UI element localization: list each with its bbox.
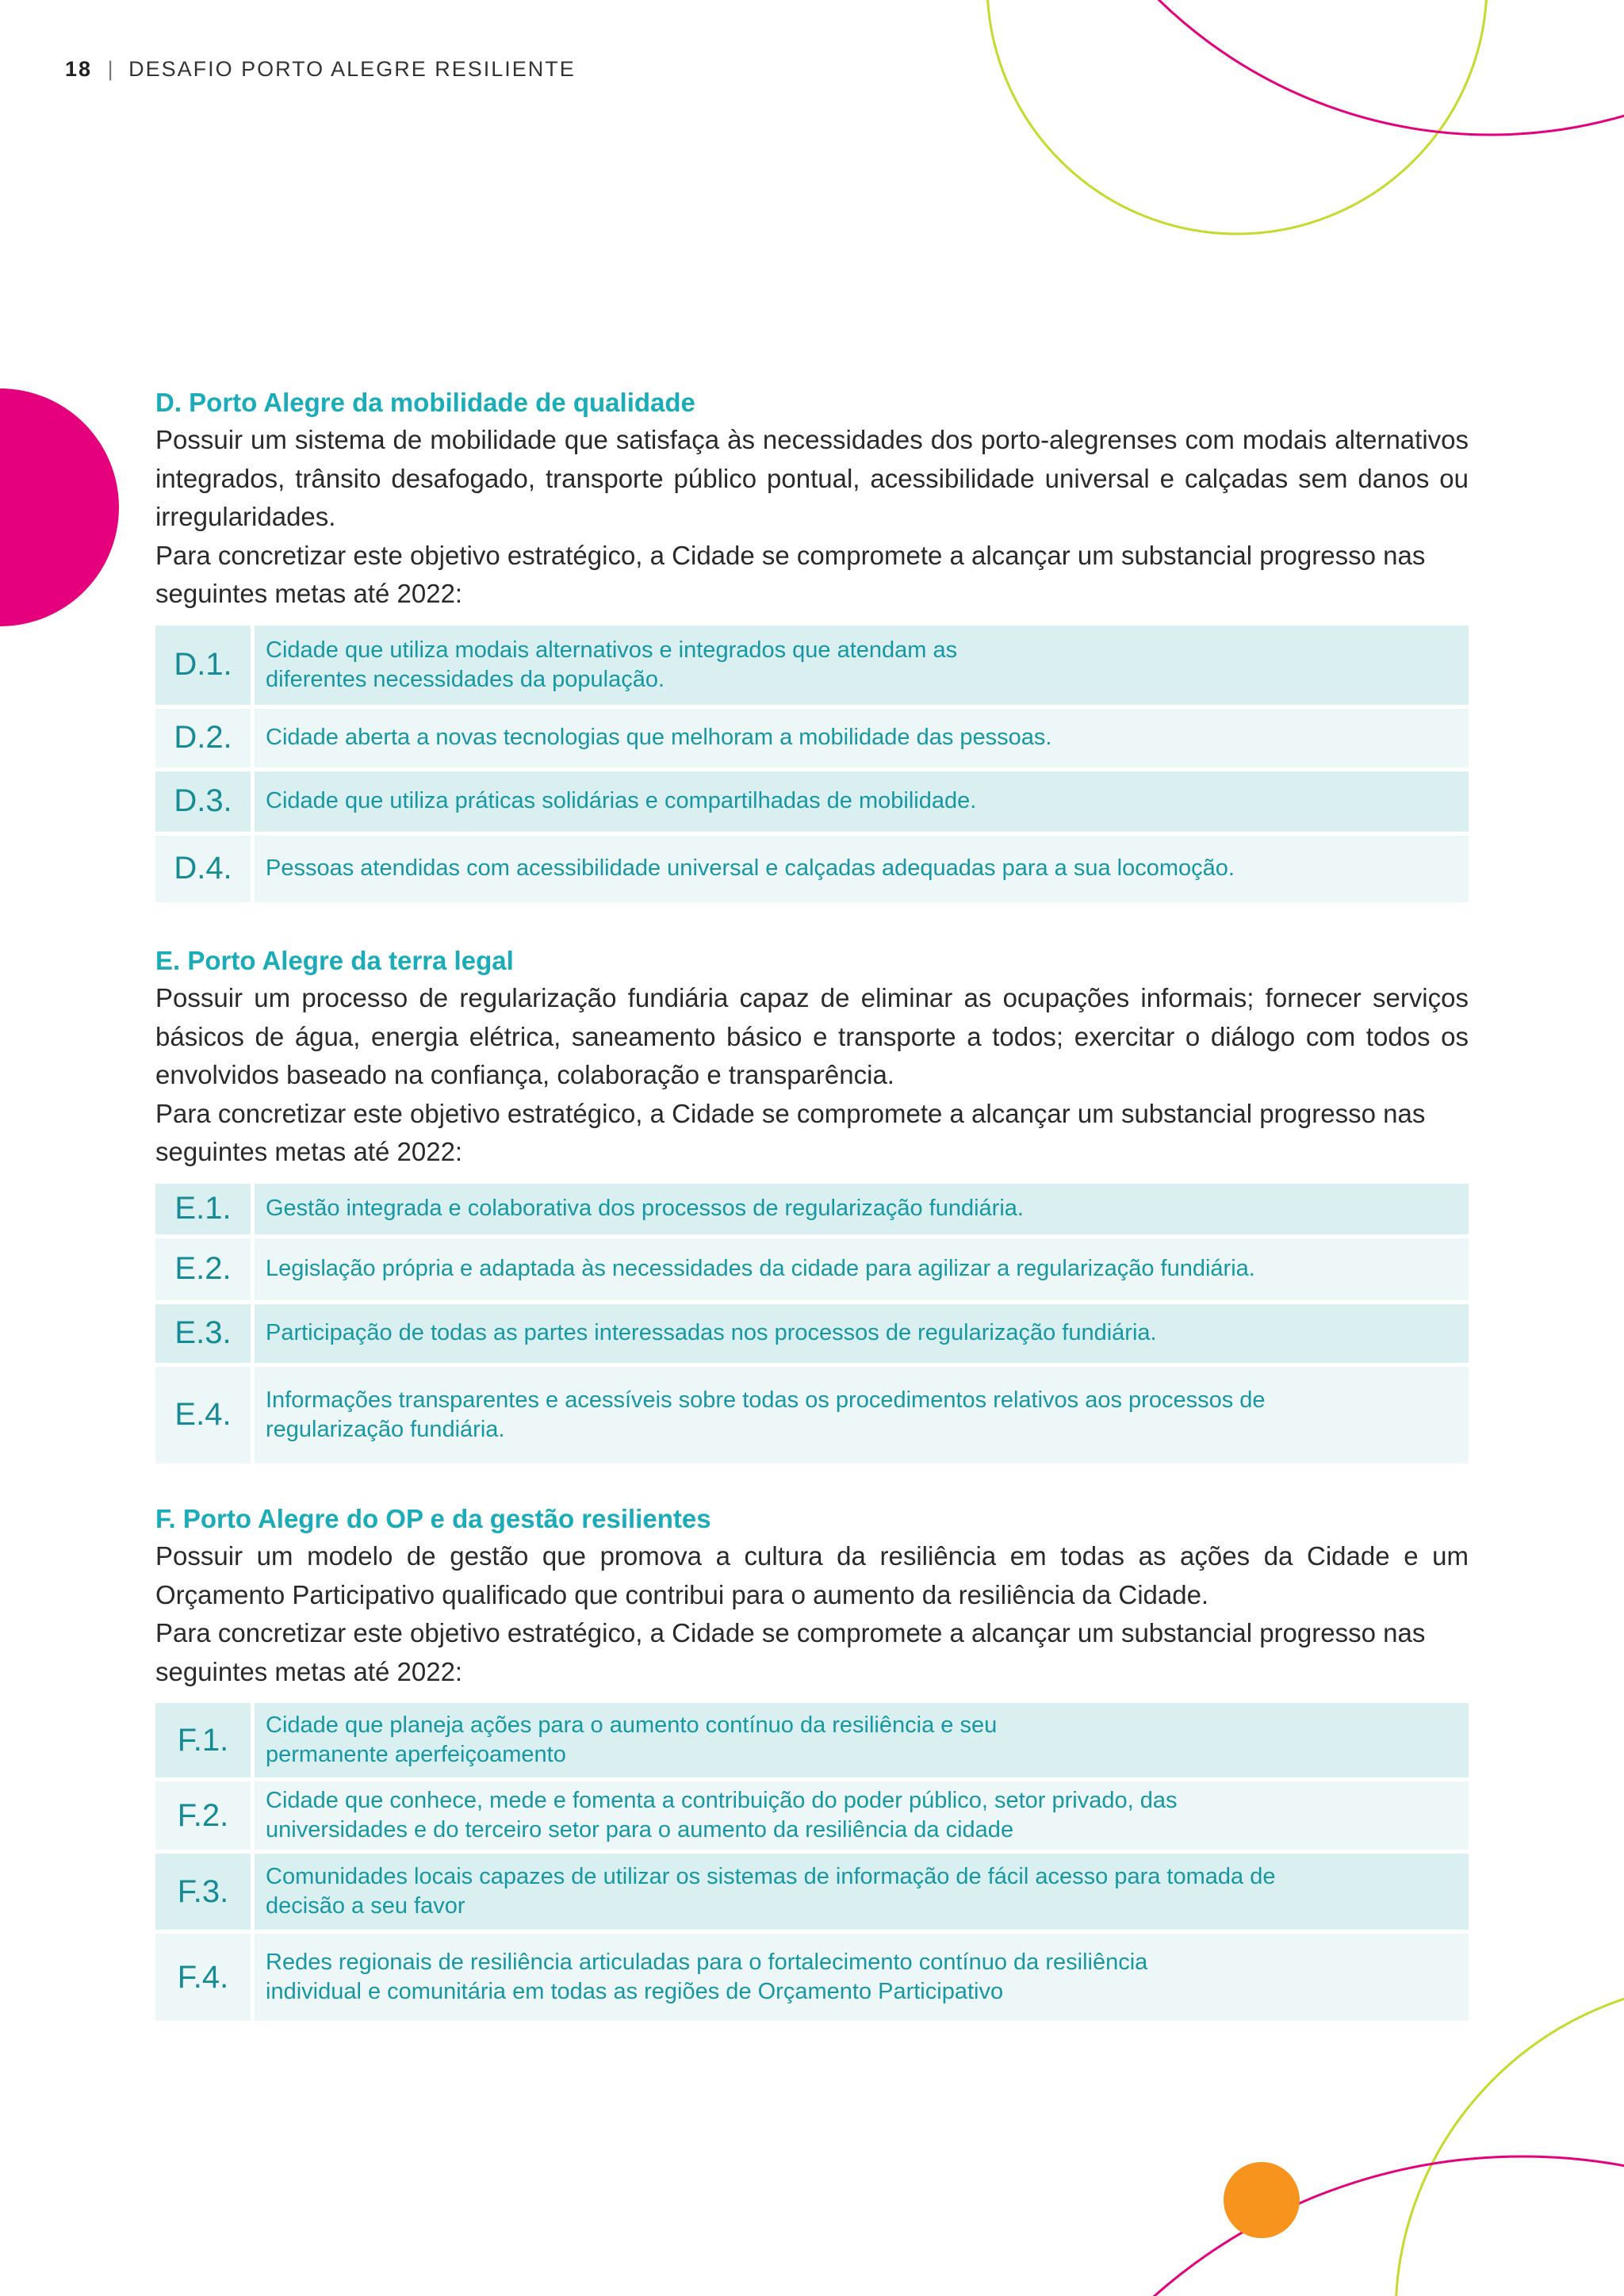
lime-ring-bottom xyxy=(1396,1982,1624,2296)
goal-code: E.4. xyxy=(155,1367,255,1464)
goal-code: D.4. xyxy=(155,836,255,902)
goal-row xyxy=(155,709,1469,767)
goal-text: Comunidades locais capazes de utilizar os sistemas de informação de fácil acesso para tomada de decisão a seu favor xyxy=(255,1854,1469,1930)
orange-dot xyxy=(1224,2162,1300,2238)
goals-table xyxy=(155,622,1469,906)
page-number: 18 xyxy=(65,57,93,81)
section-intro: Para concretizar este objetivo estratégico, a Cidade se compromete a alcançar um substancial progresso nas seguintes metas até 2022: xyxy=(155,1098,1426,1166)
goal-code: D.3. xyxy=(155,771,255,832)
goal-code: D.2. xyxy=(155,709,255,767)
goal-code: F.2. xyxy=(155,1781,255,1850)
goal-code: E.1. xyxy=(155,1184,255,1234)
section-d xyxy=(155,385,1469,906)
goal-code: F.4. xyxy=(155,1934,255,2021)
section-intro: Para concretizar este objetivo estratégico, a Cidade se compromete a alcançar um substancial progresso nas seguintes metas até 2022: xyxy=(155,540,1426,608)
goal-code: E.2. xyxy=(155,1238,255,1300)
lime-ring-top xyxy=(987,0,1487,234)
section-description: Possuir um processo de regularização fundiária capaz de eliminar as ocupações informais; fornecer serviços básicos de água, energia elétrica, saneamento básico e transporte a todos; exercitar o diálogo com todos os envolvidos baseado na confiança, colaboração e transparência. xyxy=(155,983,1469,1089)
goal-text: Informações transparentes e acessíveis sobre todas os procedimentos relativos aos processos de regularização fundiária. xyxy=(255,1367,1469,1464)
goal-text: Cidade que planeja ações para o aumento contínuo da resiliência e seu permanente aperfeiçoamento xyxy=(255,1703,1469,1777)
goal-text: Cidade aberta a novas tecnologias que melhoram a mobilidade das pessoas. xyxy=(255,709,1469,767)
goal-text: Gestão integrada e colaborativa dos processos de regularização fundiária. xyxy=(255,1184,1469,1234)
section-f xyxy=(155,1501,1469,2025)
goal-row xyxy=(155,1304,1469,1363)
goal-code: E.3. xyxy=(155,1304,255,1363)
goal-row xyxy=(155,1184,1469,1234)
page-header xyxy=(65,57,576,82)
goal-text: Participação de todas as partes interessadas nos processos de regularização fundiária. xyxy=(255,1304,1469,1363)
goal-code: D.1. xyxy=(155,626,255,705)
goal-text: Cidade que utiliza práticas solidárias e compartilhadas de mobilidade. xyxy=(255,771,1469,832)
goal-row xyxy=(155,771,1469,832)
goal-text: Redes regionais de resiliência articuladas para o fortalecimento contínuo da resiliência individual e comunitária em todas as regiões de Orçamento Participativo xyxy=(255,1934,1469,2021)
goal-row xyxy=(155,1854,1469,1930)
section-intro: Para concretizar este objetivo estratégico, a Cidade se compromete a alcançar um substancial progresso nas seguintes metas até 2022: xyxy=(155,1618,1426,1686)
header-title: DESAFIO PORTO ALEGRE RESILIENTE xyxy=(128,57,576,81)
magenta-dot-left xyxy=(0,388,119,626)
section-title: E. Porto Alegre da terra legal xyxy=(155,946,514,975)
goal-code: F.1. xyxy=(155,1703,255,1777)
goal-text: Legislação própria e adaptada às necessidades da cidade para agilizar a regularização fundiária. xyxy=(255,1238,1469,1300)
section-title: D. Porto Alegre da mobilidade de qualidade xyxy=(155,388,695,417)
goal-text: Pessoas atendidas com acessibilidade universal e calçadas adequadas para a sua locomoção. xyxy=(255,836,1469,902)
goals-table xyxy=(155,1180,1469,1468)
magenta-ring-top xyxy=(1015,0,1624,135)
goal-row xyxy=(155,836,1469,902)
goal-row xyxy=(155,1367,1469,1464)
section-e xyxy=(155,943,1469,1468)
goal-code: F.3. xyxy=(155,1854,255,1930)
goal-row xyxy=(155,1703,1469,1777)
magenta-ring-bottom xyxy=(967,2156,1624,2296)
goal-text: Cidade que conhece, mede e fomenta a contribuição do poder público, setor privado, das universidades e do terceiro setor para o aumento da resiliência da cidade xyxy=(255,1781,1469,1850)
goal-row xyxy=(155,1781,1469,1850)
section-description: Possuir um sistema de mobilidade que satisfaça às necessidades dos porto-alegrenses com modais alternativos integrados, trânsito desafogado, transporte público pontual, acessibilidade universal e calçadas sem danos ou irregularidades. xyxy=(155,425,1469,531)
goal-text: Cidade que utiliza modais alternativos e integrados que atendam as diferentes necessidades da população. xyxy=(255,626,1469,705)
goal-row xyxy=(155,1238,1469,1300)
goals-table xyxy=(155,1699,1469,2025)
section-description: Possuir um modelo de gestão que promova a cultura da resiliência em todas as ações da Cidade e um Orçamento Participativo qualificado que contribui para o aumento da resiliência da Cidade. xyxy=(155,1541,1469,1609)
goal-row xyxy=(155,1934,1469,2021)
section-title: F. Porto Alegre do OP e da gestão resilientes xyxy=(155,1504,711,1533)
goal-row xyxy=(155,626,1469,705)
header-separator: | xyxy=(107,57,115,81)
